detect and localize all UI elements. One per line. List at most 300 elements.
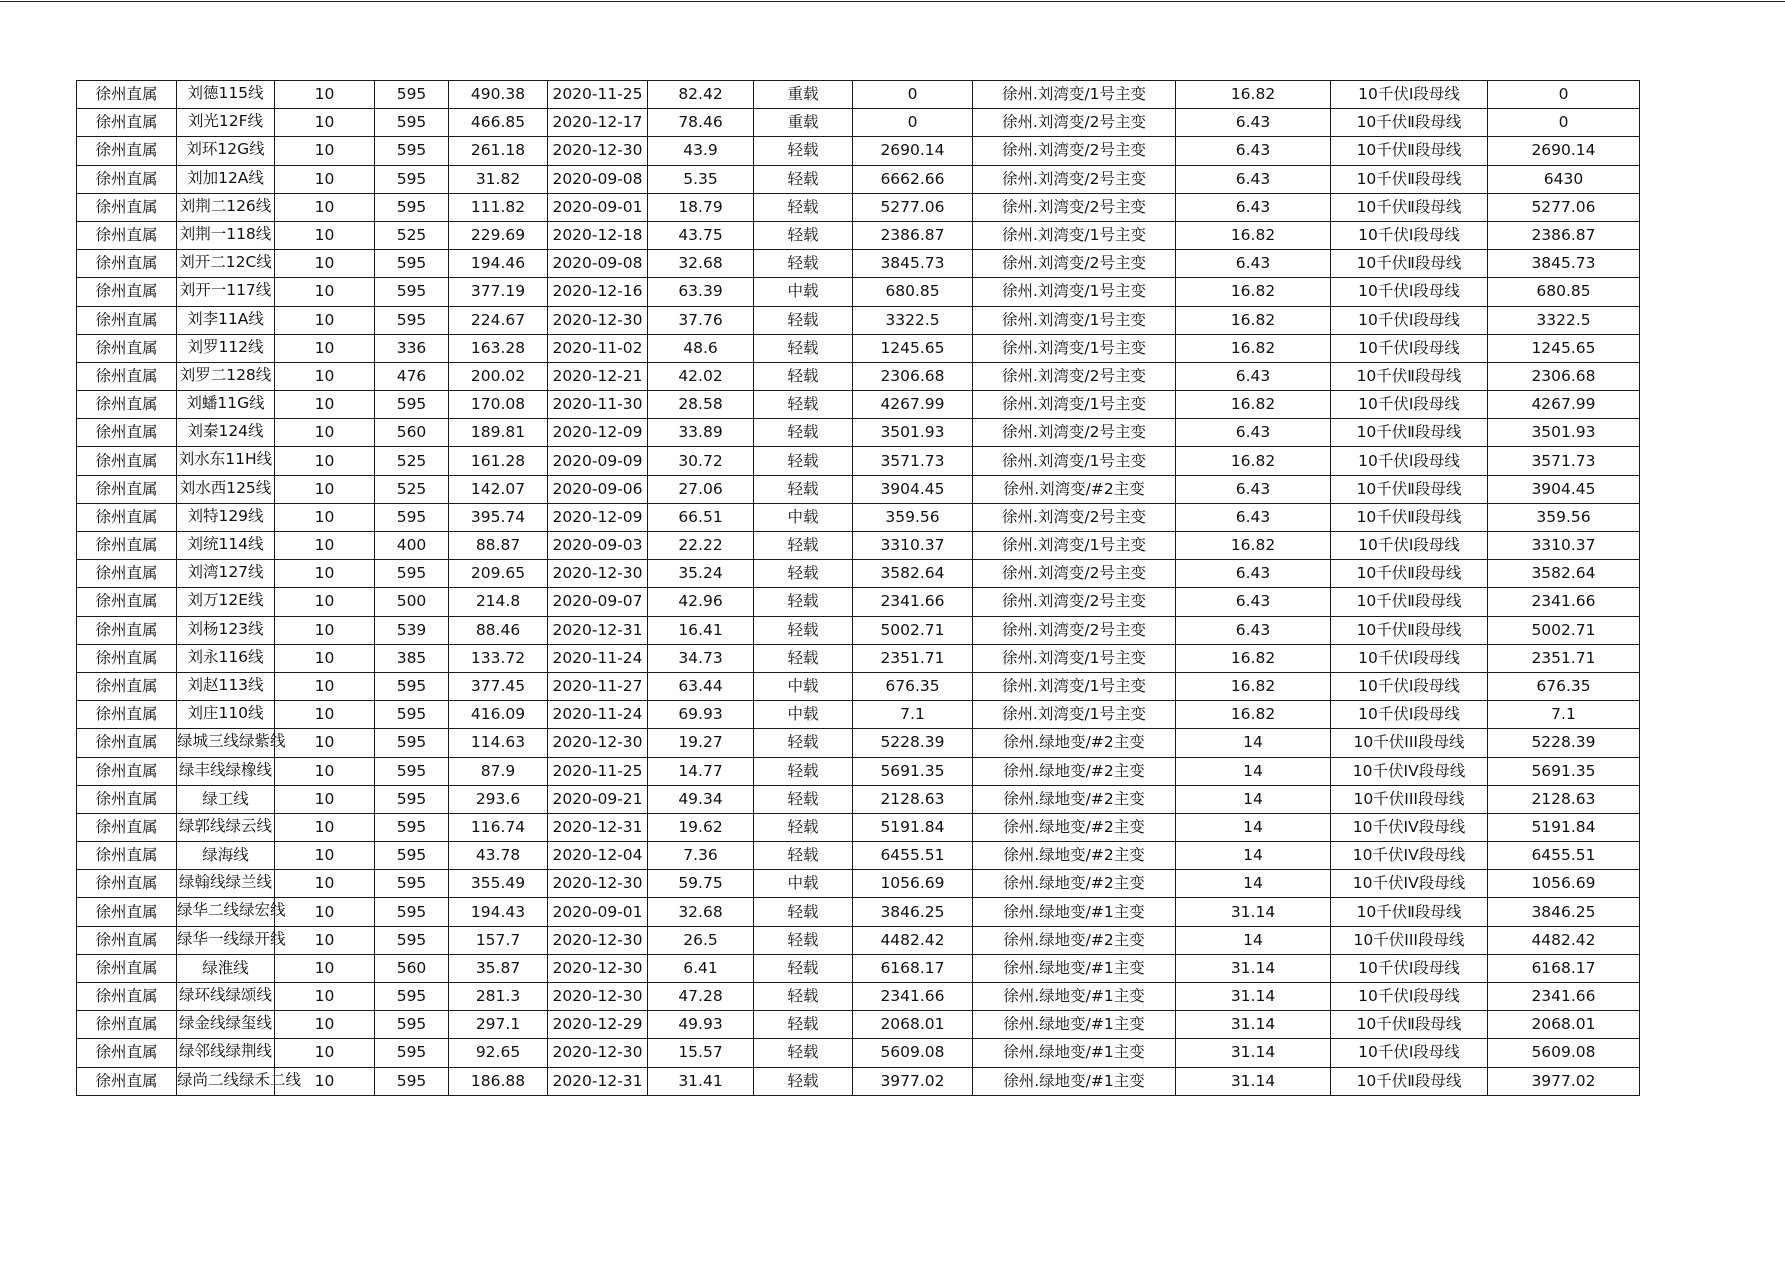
busbar-cell: 10千伏Ⅱ段母线 [1331,362,1488,390]
available-capacity-cell: 2341.66 [853,588,973,616]
date-cell: 2020-12-30 [548,137,648,165]
unit-cell: 徐州直属 [77,644,177,672]
table-row [77,560,1640,588]
load-status-cell: 中载 [754,278,853,306]
rated-capacity-cell: 560 [375,419,449,447]
available-capacity-cell: 5191.84 [853,813,973,841]
load-rate-cell: 32.68 [648,250,754,278]
available-capacity-cell: 4267.99 [853,391,973,419]
line-name-cell: 刘开一117线 [177,278,275,306]
busbar-cell: 10千伏Ⅰ段母线 [1331,1039,1488,1067]
load-cell: 377.45 [449,672,548,700]
available-capacity-cell: 0 [853,109,973,137]
table-row [77,250,1640,278]
remaining-capacity-cell: 2341.66 [1488,588,1640,616]
available-capacity-cell: 3846.25 [853,898,973,926]
load-cell: 229.69 [449,221,548,249]
load-rate-cell: 47.28 [648,983,754,1011]
busbar-cell: 10千伏Ⅰ段母线 [1331,81,1488,109]
voltage-cell: 10 [275,926,375,954]
date-cell: 2020-12-17 [548,109,648,137]
unit-cell: 徐州直属 [77,1039,177,1067]
line-name-cell: 刘赵113线 [177,672,275,700]
date-cell: 2020-12-21 [548,362,648,390]
load-status-cell: 轻载 [754,362,853,390]
transformer-cell: 徐州.刘湾变/2号主变 [973,362,1176,390]
available-capacity-cell: 2341.66 [853,983,973,1011]
line-name-cell: 绿郭线绿云线 [177,813,275,841]
load-status-cell: 轻载 [754,221,853,249]
unit-cell: 徐州直属 [77,334,177,362]
unit-cell: 徐州直属 [77,306,177,334]
remaining-capacity-cell: 3501.93 [1488,419,1640,447]
transformer-value-cell: 6.43 [1176,419,1331,447]
rated-capacity-cell: 595 [375,1067,449,1095]
load-cell: 297.1 [449,1011,548,1039]
unit-cell: 徐州直属 [77,221,177,249]
busbar-cell: 10千伏Ⅱ段母线 [1331,193,1488,221]
available-capacity-cell: 6455.51 [853,842,973,870]
remaining-capacity-cell: 3845.73 [1488,250,1640,278]
load-status-cell: 轻载 [754,1039,853,1067]
voltage-cell: 10 [275,870,375,898]
load-rate-cell: 19.62 [648,813,754,841]
busbar-cell: 10千伏Ⅰ段母线 [1331,278,1488,306]
rated-capacity-cell: 595 [375,193,449,221]
line-name-cell: 刘光12F线 [177,109,275,137]
date-cell: 2020-12-30 [548,560,648,588]
load-cell: 157.7 [449,926,548,954]
available-capacity-cell: 3322.5 [853,306,973,334]
table-row [77,757,1640,785]
voltage-cell: 10 [275,334,375,362]
remaining-capacity-cell: 4267.99 [1488,391,1640,419]
load-status-cell: 轻载 [754,475,853,503]
load-status-cell: 轻载 [754,532,853,560]
date-cell: 2020-11-24 [548,701,648,729]
unit-cell: 徐州直属 [77,983,177,1011]
rated-capacity-cell: 539 [375,616,449,644]
unit-cell: 徐州直属 [77,757,177,785]
table-row [77,954,1640,982]
date-cell: 2020-12-18 [548,221,648,249]
unit-cell: 徐州直属 [77,1067,177,1095]
load-status-cell: 轻载 [754,898,853,926]
transformer-value-cell: 31.14 [1176,1039,1331,1067]
busbar-cell: 10千伏Ⅰ段母线 [1331,532,1488,560]
line-name-cell: 绿华二线绿宏线 [177,898,275,926]
busbar-cell: 10千伏Ⅰ段母线 [1331,644,1488,672]
remaining-capacity-cell: 3310.37 [1488,532,1640,560]
transformer-value-cell: 31.14 [1176,898,1331,926]
load-status-cell: 轻载 [754,616,853,644]
remaining-capacity-cell: 5228.39 [1488,729,1640,757]
unit-cell: 徐州直属 [77,109,177,137]
rated-capacity-cell: 500 [375,588,449,616]
busbar-cell: 10千伏Ⅱ段母线 [1331,109,1488,137]
load-rate-cell: 43.75 [648,221,754,249]
remaining-capacity-cell: 6455.51 [1488,842,1640,870]
rated-capacity-cell: 595 [375,983,449,1011]
line-name-cell: 刘环12G线 [177,137,275,165]
unit-cell: 徐州直属 [77,81,177,109]
busbar-cell: 10千伏Ⅱ段母线 [1331,560,1488,588]
table-row [77,334,1640,362]
transformer-value-cell: 14 [1176,757,1331,785]
available-capacity-cell: 2068.01 [853,1011,973,1039]
available-capacity-cell: 0 [853,81,973,109]
remaining-capacity-cell: 0 [1488,109,1640,137]
line-name-cell: 绿邻线绿荆线 [177,1039,275,1067]
load-rate-cell: 35.24 [648,560,754,588]
load-cell: 111.82 [449,193,548,221]
feeder-load-table [76,80,1640,1096]
available-capacity-cell: 1245.65 [853,334,973,362]
load-cell: 377.19 [449,278,548,306]
load-status-cell: 轻载 [754,419,853,447]
transformer-value-cell: 16.82 [1176,447,1331,475]
line-name-cell: 绿工线 [177,785,275,813]
line-name-cell: 绿翰线绿兰线 [177,870,275,898]
rated-capacity-cell: 595 [375,813,449,841]
transformer-cell: 徐州.刘湾变/2号主变 [973,503,1176,531]
transformer-cell: 徐州.刘湾变/1号主变 [973,391,1176,419]
voltage-cell: 10 [275,729,375,757]
load-cell: 189.81 [449,419,548,447]
available-capacity-cell: 3310.37 [853,532,973,560]
rated-capacity-cell: 595 [375,1011,449,1039]
load-status-cell: 轻载 [754,785,853,813]
remaining-capacity-cell: 2341.66 [1488,983,1640,1011]
busbar-cell: 10千伏Ⅰ段母线 [1331,701,1488,729]
table-row [77,109,1640,137]
load-rate-cell: 42.02 [648,362,754,390]
transformer-value-cell: 6.43 [1176,475,1331,503]
date-cell: 2020-12-16 [548,278,648,306]
available-capacity-cell: 3904.45 [853,475,973,503]
transformer-cell: 徐州.绿地变/#1主变 [973,983,1176,1011]
load-rate-cell: 28.58 [648,391,754,419]
table-row [77,898,1640,926]
date-cell: 2020-09-21 [548,785,648,813]
voltage-cell: 10 [275,785,375,813]
table-row [77,419,1640,447]
available-capacity-cell: 1056.69 [853,870,973,898]
load-cell: 170.08 [449,391,548,419]
load-status-cell: 中载 [754,672,853,700]
rated-capacity-cell: 525 [375,221,449,249]
load-rate-cell: 49.34 [648,785,754,813]
load-cell: 87.9 [449,757,548,785]
rated-capacity-cell: 595 [375,926,449,954]
voltage-cell: 10 [275,701,375,729]
voltage-cell: 10 [275,419,375,447]
load-rate-cell: 27.06 [648,475,754,503]
available-capacity-cell: 5691.35 [853,757,973,785]
date-cell: 2020-12-30 [548,1039,648,1067]
load-rate-cell: 26.5 [648,926,754,954]
busbar-cell: 10千伏III段母线 [1331,926,1488,954]
remaining-capacity-cell: 2690.14 [1488,137,1640,165]
table-row [77,165,1640,193]
available-capacity-cell: 5002.71 [853,616,973,644]
load-rate-cell: 48.6 [648,334,754,362]
transformer-cell: 徐州.刘湾变/2号主变 [973,137,1176,165]
voltage-cell: 10 [275,813,375,841]
rated-capacity-cell: 595 [375,560,449,588]
line-name-cell: 刘杨123线 [177,616,275,644]
remaining-capacity-cell: 1245.65 [1488,334,1640,362]
unit-cell: 徐州直属 [77,532,177,560]
date-cell: 2020-12-09 [548,503,648,531]
date-cell: 2020-11-25 [548,757,648,785]
table-row [77,672,1640,700]
rated-capacity-cell: 595 [375,278,449,306]
load-status-cell: 轻载 [754,334,853,362]
remaining-capacity-cell: 5277.06 [1488,193,1640,221]
transformer-cell: 徐州.刘湾变/1号主变 [973,221,1176,249]
remaining-capacity-cell: 5002.71 [1488,616,1640,644]
load-cell: 35.87 [449,954,548,982]
load-rate-cell: 59.75 [648,870,754,898]
available-capacity-cell: 6168.17 [853,954,973,982]
transformer-cell: 徐州.绿地变/#1主变 [973,898,1176,926]
line-name-cell: 刘荆一118线 [177,221,275,249]
voltage-cell: 10 [275,842,375,870]
load-cell: 31.82 [449,165,548,193]
busbar-cell: 10千伏Ⅱ段母线 [1331,898,1488,926]
available-capacity-cell: 2306.68 [853,362,973,390]
line-name-cell: 刘庄110线 [177,701,275,729]
load-cell: 142.07 [449,475,548,503]
transformer-cell: 徐州.绿地变/#2主变 [973,729,1176,757]
load-rate-cell: 14.77 [648,757,754,785]
remaining-capacity-cell: 1056.69 [1488,870,1640,898]
available-capacity-cell: 2690.14 [853,137,973,165]
load-status-cell: 轻载 [754,729,853,757]
busbar-cell: 10千伏Ⅰ段母线 [1331,221,1488,249]
load-status-cell: 轻载 [754,813,853,841]
load-cell: 209.65 [449,560,548,588]
busbar-cell: 10千伏Ⅱ段母线 [1331,616,1488,644]
transformer-cell: 徐州.刘湾变/1号主变 [973,644,1176,672]
transformer-cell: 徐州.绿地变/#2主变 [973,757,1176,785]
line-name-cell: 刘湾127线 [177,560,275,588]
load-status-cell: 轻载 [754,306,853,334]
table-row [77,870,1640,898]
available-capacity-cell: 676.35 [853,672,973,700]
rated-capacity-cell: 595 [375,137,449,165]
rated-capacity-cell: 595 [375,81,449,109]
voltage-cell: 10 [275,306,375,334]
line-name-cell: 刘水东11H线 [177,447,275,475]
available-capacity-cell: 680.85 [853,278,973,306]
busbar-cell: 10千伏Ⅰ段母线 [1331,334,1488,362]
transformer-value-cell: 14 [1176,729,1331,757]
table-row [77,391,1640,419]
line-name-cell: 绿金线绿玺线 [177,1011,275,1039]
transformer-value-cell: 16.82 [1176,701,1331,729]
line-name-cell: 刘蟠11G线 [177,391,275,419]
voltage-cell: 10 [275,898,375,926]
load-status-cell: 轻载 [754,757,853,785]
transformer-cell: 徐州.绿地变/#2主变 [973,870,1176,898]
transformer-cell: 徐州.刘湾变/2号主变 [973,165,1176,193]
load-rate-cell: 7.36 [648,842,754,870]
load-rate-cell: 66.51 [648,503,754,531]
table-row [77,983,1640,1011]
line-name-cell: 刘德115线 [177,81,275,109]
voltage-cell: 10 [275,560,375,588]
transformer-value-cell: 31.14 [1176,1067,1331,1095]
available-capacity-cell: 2351.71 [853,644,973,672]
busbar-cell: 10千伏III段母线 [1331,729,1488,757]
remaining-capacity-cell: 6168.17 [1488,954,1640,982]
load-status-cell: 轻载 [754,193,853,221]
table-row [77,532,1640,560]
date-cell: 2020-12-31 [548,813,648,841]
line-name-cell: 绿环线绿颂线 [177,983,275,1011]
busbar-cell: 10千伏Ⅱ段母线 [1331,1011,1488,1039]
load-rate-cell: 78.46 [648,109,754,137]
unit-cell: 徐州直属 [77,1011,177,1039]
date-cell: 2020-12-30 [548,306,648,334]
date-cell: 2020-11-02 [548,334,648,362]
load-cell: 163.28 [449,334,548,362]
unit-cell: 徐州直属 [77,701,177,729]
unit-cell: 徐州直属 [77,898,177,926]
load-rate-cell: 82.42 [648,81,754,109]
remaining-capacity-cell: 680.85 [1488,278,1640,306]
load-rate-cell: 30.72 [648,447,754,475]
rated-capacity-cell: 595 [375,701,449,729]
load-status-cell: 轻载 [754,1067,853,1095]
table-body [77,81,1640,1096]
transformer-value-cell: 6.43 [1176,193,1331,221]
remaining-capacity-cell: 2386.87 [1488,221,1640,249]
date-cell: 2020-12-31 [548,616,648,644]
load-rate-cell: 69.93 [648,701,754,729]
available-capacity-cell: 2128.63 [853,785,973,813]
unit-cell: 徐州直属 [77,870,177,898]
date-cell: 2020-12-30 [548,870,648,898]
transformer-value-cell: 6.43 [1176,362,1331,390]
transformer-cell: 徐州.刘湾变/2号主变 [973,419,1176,447]
transformer-value-cell: 6.43 [1176,560,1331,588]
line-name-cell: 绿城三线绿紫线 [177,729,275,757]
load-rate-cell: 37.76 [648,306,754,334]
load-rate-cell: 34.73 [648,644,754,672]
voltage-cell: 10 [275,447,375,475]
voltage-cell: 10 [275,221,375,249]
voltage-cell: 10 [275,193,375,221]
load-cell: 133.72 [449,644,548,672]
rated-capacity-cell: 595 [375,503,449,531]
date-cell: 2020-09-01 [548,193,648,221]
load-cell: 186.88 [449,1067,548,1095]
table-row [77,813,1640,841]
voltage-cell: 10 [275,391,375,419]
unit-cell: 徐州直属 [77,391,177,419]
transformer-value-cell: 14 [1176,813,1331,841]
voltage-cell: 10 [275,81,375,109]
transformer-value-cell: 31.14 [1176,983,1331,1011]
unit-cell: 徐州直属 [77,729,177,757]
remaining-capacity-cell: 3977.02 [1488,1067,1640,1095]
date-cell: 2020-09-07 [548,588,648,616]
rated-capacity-cell: 595 [375,250,449,278]
line-name-cell: 刘统114线 [177,532,275,560]
date-cell: 2020-11-30 [548,391,648,419]
table-row [77,475,1640,503]
voltage-cell: 10 [275,532,375,560]
transformer-cell: 徐州.刘湾变/#2主变 [973,475,1176,503]
load-rate-cell: 15.57 [648,1039,754,1067]
date-cell: 2020-09-09 [548,447,648,475]
load-rate-cell: 43.9 [648,137,754,165]
rated-capacity-cell: 595 [375,870,449,898]
transformer-cell: 徐州.刘湾变/2号主变 [973,588,1176,616]
load-rate-cell: 63.44 [648,672,754,700]
load-status-cell: 轻载 [754,954,853,982]
transformer-value-cell: 6.43 [1176,588,1331,616]
date-cell: 2020-12-04 [548,842,648,870]
transformer-cell: 徐州.刘湾变/1号主变 [973,447,1176,475]
date-cell: 2020-09-08 [548,165,648,193]
transformer-value-cell: 16.82 [1176,278,1331,306]
transformer-cell: 徐州.绿地变/#2主变 [973,842,1176,870]
voltage-cell: 10 [275,616,375,644]
date-cell: 2020-12-30 [548,729,648,757]
load-cell: 116.74 [449,813,548,841]
line-name-cell: 刘秦124线 [177,419,275,447]
remaining-capacity-cell: 3322.5 [1488,306,1640,334]
unit-cell: 徐州直属 [77,588,177,616]
busbar-cell: 10千伏Ⅱ段母线 [1331,165,1488,193]
rated-capacity-cell: 595 [375,785,449,813]
load-cell: 43.78 [449,842,548,870]
transformer-cell: 徐州.刘湾变/1号主变 [973,701,1176,729]
remaining-capacity-cell: 2306.68 [1488,362,1640,390]
rated-capacity-cell: 400 [375,532,449,560]
load-cell: 161.28 [449,447,548,475]
transformer-value-cell: 6.43 [1176,616,1331,644]
line-name-cell: 刘加12A线 [177,165,275,193]
unit-cell: 徐州直属 [77,560,177,588]
load-rate-cell: 22.22 [648,532,754,560]
load-status-cell: 轻载 [754,983,853,1011]
table-row [77,1067,1640,1095]
table-row [77,926,1640,954]
line-name-cell: 刘水西125线 [177,475,275,503]
table-row [77,1011,1640,1039]
load-status-cell: 轻载 [754,926,853,954]
voltage-cell: 10 [275,757,375,785]
load-cell: 224.67 [449,306,548,334]
load-rate-cell: 42.96 [648,588,754,616]
voltage-cell: 10 [275,250,375,278]
busbar-cell: 10千伏Ⅰ段母线 [1331,954,1488,982]
load-cell: 214.8 [449,588,548,616]
transformer-value-cell: 14 [1176,870,1331,898]
date-cell: 2020-11-24 [548,644,648,672]
busbar-cell: 10千伏Ⅰ段母线 [1331,391,1488,419]
line-name-cell: 绿淮线 [177,954,275,982]
load-status-cell: 轻载 [754,447,853,475]
date-cell: 2020-11-27 [548,672,648,700]
table-row [77,729,1640,757]
table-row [77,1039,1640,1067]
